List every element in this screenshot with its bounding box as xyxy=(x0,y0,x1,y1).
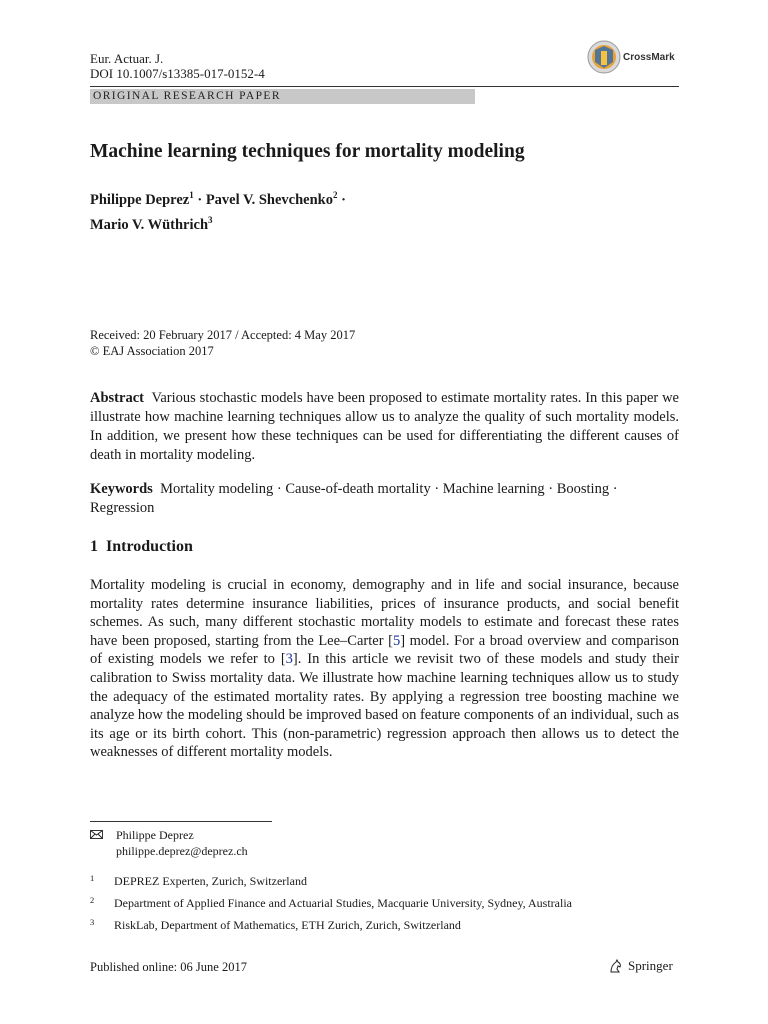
section-number: 1 xyxy=(90,538,98,555)
intro-text-1: Mortality modeling is crucial in economy, demography and in life and social insurance, because mortality rates determine insurance liabilities, prices of insurance products, and social benefit schemes. As such, many different stochastic mortality models to estimate and forecast these rates have been proposed, starting from the Lee–Carter [ xyxy=(90,577,679,649)
published-online: Published online: 06 June 2017 xyxy=(90,960,247,974)
article-dates xyxy=(90,327,355,359)
contact-name: Philippe Deprez xyxy=(116,828,194,842)
corresponding-author xyxy=(90,827,248,859)
publisher-name: Springer xyxy=(628,958,673,973)
doi[interactable]: DOI 10.1007/s13385-017-0152-4 xyxy=(90,66,265,81)
affiliation-number: 2 xyxy=(90,895,95,905)
paper-title: Machine learning techniques for mortality modeling xyxy=(90,141,525,162)
author-name[interactable]: Philippe Deprez xyxy=(90,191,190,208)
keywords xyxy=(90,480,679,518)
affiliation-number: 1 xyxy=(90,873,95,883)
springer-horse-icon xyxy=(608,958,624,974)
author-name[interactable]: Pavel V. Shevchenko xyxy=(205,191,333,208)
envelope-icon xyxy=(90,830,103,839)
header-rule xyxy=(90,86,679,87)
journal-info xyxy=(90,51,265,81)
author-affil-marker: 1 xyxy=(189,190,194,200)
author-affil-marker: 2 xyxy=(332,190,338,200)
copyright: © EAJ Association 2017 xyxy=(90,344,214,358)
section-heading xyxy=(90,538,193,556)
affiliation-number: 3 xyxy=(90,917,95,927)
affiliation-text: DEPREZ Experten, Zurich, Switzerland xyxy=(114,874,307,888)
intro-text-2: ] model. For a broad overview and comparison of existing models we refer to [ xyxy=(90,632,679,668)
footnote-rule xyxy=(90,821,272,822)
intro-paragraph xyxy=(90,576,679,762)
citation-link[interactable]: 5 xyxy=(392,632,401,649)
author-name[interactable]: Mario V. Wüthrich xyxy=(90,216,209,233)
keywords-text: Mortality modeling · Cause-of-death mortality · Machine learning · Boosting · Regression xyxy=(90,481,618,516)
contact-email[interactable]: philippe.deprez@deprez.ch xyxy=(116,844,248,858)
crossmark-badge[interactable] xyxy=(587,40,687,80)
abstract-text: Various stochastic models have been proposed to estimate mortality rates. In this paper we illustrate how machine learning techniques allow us to analyze the quality of such mortality models. In addition, we present how these techniques can be used for differentiating the different causes of death in mortality modeling. xyxy=(90,390,679,463)
abstract xyxy=(90,389,679,465)
citation-link[interactable]: 3 xyxy=(285,651,293,668)
intro-text-3: ]. In this article we revisit two of these models and study their calibration to Swiss mortality data. We illustrate how machine learning techniques allow us to study the adequacy of the estimated mortality rates. By applying a regression tree boosting machine we analyze how the modeling should be improved based on feature components of an individual, such as its age or its birth cohort. This (non-parametric) regression approach then allows us to detect the weaknesses of different mortality models. xyxy=(90,651,679,761)
affiliation-text: RiskLab, Department of Mathematics, ETH Zurich, Zurich, Switzerland xyxy=(114,918,461,932)
journal-name: Eur. Actuar. J. xyxy=(90,51,164,66)
affiliation-text: Department of Applied Finance and Actuarial Studies, Macquarie University, Sydney, Australia xyxy=(114,896,572,910)
abstract-label: Abstract xyxy=(90,390,144,406)
author-affil-marker: 3 xyxy=(208,214,213,225)
article-type-banner: ORIGINAL RESEARCH PAPER xyxy=(90,89,475,104)
crossmark-icon xyxy=(587,40,621,74)
crossmark-label: CrossMark xyxy=(623,52,675,63)
keywords-label: Keywords xyxy=(90,481,153,497)
publisher-logo[interactable] xyxy=(608,958,673,974)
section-title: Introduction xyxy=(106,538,193,555)
received-accepted: Received: 20 February 2017 / Accepted: 4 May 2017 xyxy=(90,328,356,342)
author-list: Philippe Deprez$^1$ · Pavel V. Shevchenko$^2$ · Mario V. Wüthrich$^3$ xyxy=(90,190,346,233)
